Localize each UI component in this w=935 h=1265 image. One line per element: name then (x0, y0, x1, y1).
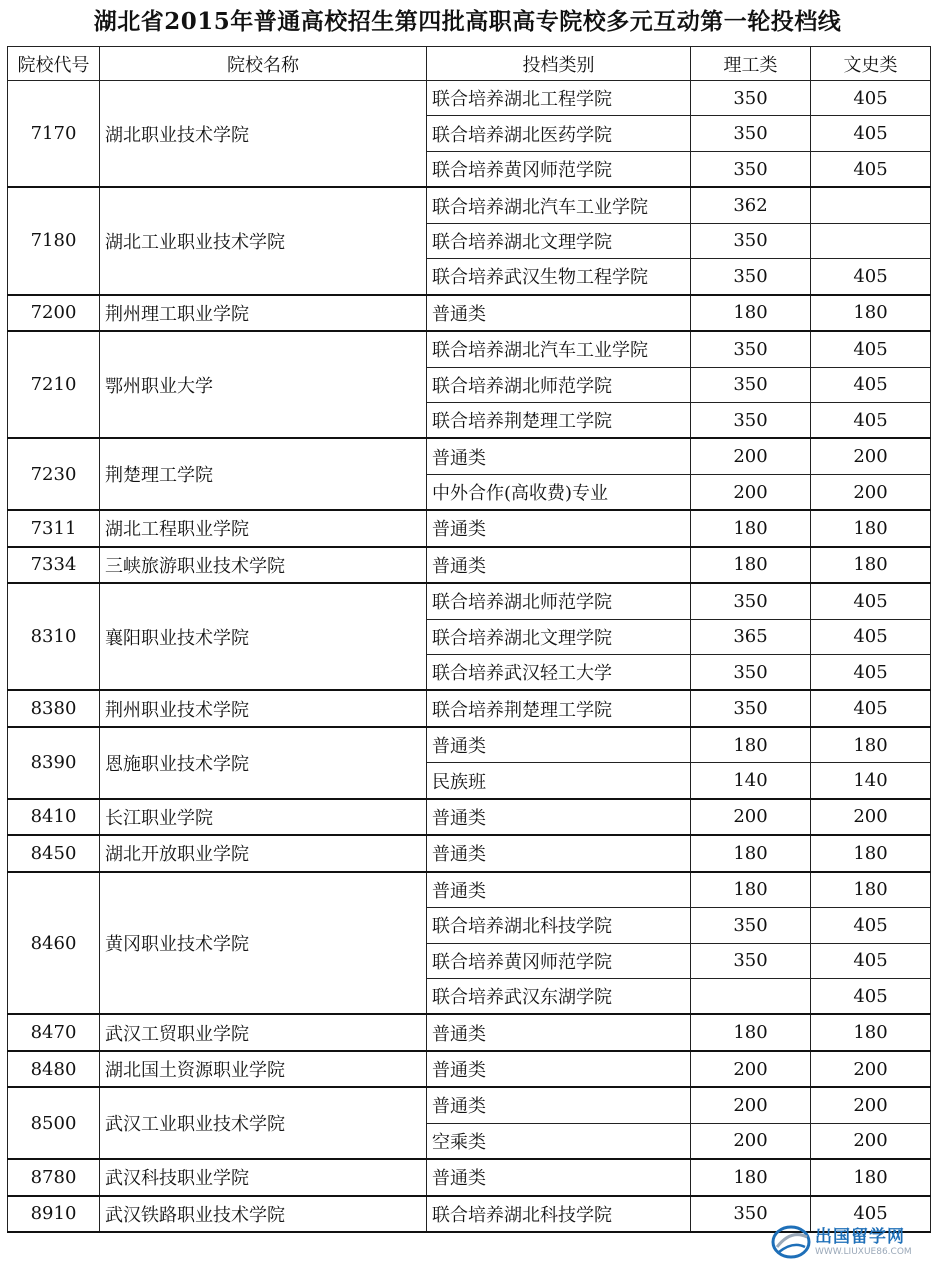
category-cell: 联合培养武汉东湖学院 (427, 978, 691, 1014)
science-score-cell: 180 (691, 1014, 811, 1050)
school-name-cell: 湖北国土资源职业学院 (100, 1051, 427, 1087)
science-score-cell: 350 (691, 402, 811, 438)
science-score-cell: 362 (691, 187, 811, 223)
school-code-cell: 8380 (8, 690, 100, 726)
admission-score-table (7, 46, 931, 1233)
category-cell: 普通类 (427, 510, 691, 546)
category-cell: 空乘类 (427, 1123, 691, 1159)
liberal-arts-score-cell: 405 (811, 259, 931, 295)
liberal-arts-score-cell: 405 (811, 402, 931, 438)
liberal-arts-score-cell: 200 (811, 1123, 931, 1159)
school-name-cell: 三峡旅游职业技术学院 (100, 547, 427, 583)
watermark-site-url: WWW.LIUXUE86.COM (815, 1246, 912, 1257)
category-cell: 普通类 (427, 438, 691, 474)
school-code-cell: 8460 (8, 872, 100, 1015)
school-code-cell: 7180 (8, 187, 100, 294)
school-code-cell: 8470 (8, 1014, 100, 1050)
liberal-arts-score-cell: 200 (811, 474, 931, 510)
science-score-cell: 180 (691, 295, 811, 331)
school-name-cell: 武汉工贸职业学院 (100, 1014, 427, 1050)
liberal-arts-score-cell: 180 (811, 835, 931, 871)
liberal-arts-score-cell: 405 (811, 1196, 931, 1232)
table-row (8, 547, 931, 583)
science-score-cell: 140 (691, 763, 811, 799)
category-cell: 联合培养湖北汽车工业学院 (427, 187, 691, 223)
school-code-cell: 8450 (8, 835, 100, 871)
school-code-cell: 7210 (8, 331, 100, 438)
liberal-arts-score-cell: 405 (811, 619, 931, 654)
science-score-cell: 200 (691, 474, 811, 510)
school-code-cell: 8500 (8, 1087, 100, 1159)
school-name-cell: 长江职业学院 (100, 799, 427, 835)
category-cell: 联合培养湖北科技学院 (427, 908, 691, 943)
school-name-cell: 荆州职业技术学院 (100, 690, 427, 726)
school-name-cell: 恩施职业技术学院 (100, 727, 427, 799)
page-title: 湖北省2015年普通高校招生第四批高职高专院校多元互动第一轮投档线 (93, 8, 842, 35)
category-cell: 普通类 (427, 1087, 691, 1123)
science-score-cell: 350 (691, 583, 811, 619)
school-code-cell: 7311 (8, 510, 100, 546)
science-score-cell: 200 (691, 438, 811, 474)
science-score-cell: 350 (691, 81, 811, 116)
liberal-arts-score-cell: 405 (811, 943, 931, 978)
table-row (8, 1051, 931, 1087)
liberal-arts-score-cell: 180 (811, 547, 931, 583)
liberal-arts-score-cell: 405 (811, 367, 931, 402)
school-name-cell: 武汉工业职业技术学院 (100, 1087, 427, 1159)
liberal-arts-score-cell (811, 223, 931, 258)
liberal-arts-score-cell: 180 (811, 872, 931, 908)
table-body (8, 47, 931, 1233)
science-score-cell: 350 (691, 151, 811, 187)
header-school-name: 院校名称 (100, 47, 427, 81)
category-cell: 联合培养武汉生物工程学院 (427, 259, 691, 295)
school-name-cell: 鄂州职业大学 (100, 331, 427, 438)
science-score-cell (691, 978, 811, 1014)
science-score-cell: 180 (691, 872, 811, 908)
science-score-cell: 180 (691, 727, 811, 763)
science-score-cell: 350 (691, 367, 811, 402)
category-cell: 普通类 (427, 295, 691, 331)
category-cell: 联合培养湖北科技学院 (427, 1196, 691, 1232)
category-cell: 联合培养湖北汽车工业学院 (427, 331, 691, 367)
table-row (8, 187, 931, 223)
category-cell: 普通类 (427, 799, 691, 835)
science-score-cell: 350 (691, 655, 811, 691)
table-row (8, 510, 931, 546)
school-code-cell: 7170 (8, 81, 100, 188)
science-score-cell: 350 (691, 908, 811, 943)
school-name-cell: 荆州理工职业学院 (100, 295, 427, 331)
header-school-code: 院校代号 (8, 47, 100, 81)
school-name-cell: 湖北职业技术学院 (100, 81, 427, 188)
school-name-cell: 湖北开放职业学院 (100, 835, 427, 871)
table-row (8, 1159, 931, 1195)
category-cell: 普通类 (427, 835, 691, 871)
science-score-cell: 180 (691, 547, 811, 583)
school-name-cell: 武汉科技职业学院 (100, 1159, 427, 1195)
school-code-cell: 8310 (8, 583, 100, 690)
liberal-arts-score-cell: 405 (811, 655, 931, 691)
science-score-cell: 180 (691, 510, 811, 546)
category-cell: 联合培养湖北文理学院 (427, 619, 691, 654)
school-name-cell: 武汉铁路职业技术学院 (100, 1196, 427, 1232)
liberal-arts-score-cell: 405 (811, 81, 931, 116)
category-cell: 联合培养荆楚理工学院 (427, 690, 691, 726)
liberal-arts-score-cell: 405 (811, 331, 931, 367)
header-science: 理工类 (691, 47, 811, 81)
table-row (8, 835, 931, 871)
category-cell: 联合培养湖北工程学院 (427, 81, 691, 116)
school-name-cell: 襄阳职业技术学院 (100, 583, 427, 690)
category-cell: 普通类 (427, 1159, 691, 1195)
category-cell: 联合培养湖北师范学院 (427, 583, 691, 619)
school-name-cell: 荆楚理工学院 (100, 438, 427, 510)
category-cell: 普通类 (427, 547, 691, 583)
liberal-arts-score-cell: 180 (811, 1014, 931, 1050)
science-score-cell: 180 (691, 1159, 811, 1195)
school-code-cell: 8480 (8, 1051, 100, 1087)
category-cell: 联合培养黄冈师范学院 (427, 943, 691, 978)
category-cell: 民族班 (427, 763, 691, 799)
science-score-cell: 350 (691, 331, 811, 367)
science-score-cell: 200 (691, 1087, 811, 1123)
category-cell: 普通类 (427, 1051, 691, 1087)
science-score-cell: 350 (691, 223, 811, 258)
table-row (8, 1014, 931, 1050)
table-row (8, 438, 931, 474)
science-score-cell: 350 (691, 259, 811, 295)
site-watermark (771, 1223, 931, 1261)
table-row (8, 81, 931, 116)
liberal-arts-score-cell: 180 (811, 295, 931, 331)
science-score-cell: 365 (691, 619, 811, 654)
category-cell: 中外合作(高收费)专业 (427, 474, 691, 510)
school-code-cell: 7334 (8, 547, 100, 583)
liberal-arts-score-cell: 140 (811, 763, 931, 799)
table-row (8, 583, 931, 619)
liberal-arts-score-cell: 405 (811, 978, 931, 1014)
school-code-cell: 7200 (8, 295, 100, 331)
liberal-arts-score-cell: 200 (811, 1087, 931, 1123)
liberal-arts-score-cell: 180 (811, 1159, 931, 1195)
table-row (8, 872, 931, 908)
table-row (8, 295, 931, 331)
liberal-arts-score-cell: 405 (811, 583, 931, 619)
liberal-arts-score-cell: 405 (811, 690, 931, 726)
school-name-cell: 湖北工程职业学院 (100, 510, 427, 546)
liberal-arts-score-cell: 405 (811, 908, 931, 943)
table-row (8, 727, 931, 763)
watermark-site-name: 出国留学网 (815, 1226, 905, 1247)
table-row (8, 690, 931, 726)
science-score-cell: 200 (691, 1051, 811, 1087)
liberal-arts-score-cell: 200 (811, 438, 931, 474)
header-row (8, 47, 931, 81)
category-cell: 联合培养荆楚理工学院 (427, 402, 691, 438)
category-cell: 联合培养武汉轻工大学 (427, 655, 691, 691)
school-name-cell: 湖北工业职业技术学院 (100, 187, 427, 294)
liberal-arts-score-cell: 200 (811, 799, 931, 835)
liberal-arts-score-cell: 180 (811, 510, 931, 546)
table-row (8, 1087, 931, 1123)
science-score-cell: 200 (691, 1123, 811, 1159)
category-cell: 联合培养湖北师范学院 (427, 367, 691, 402)
liberal-arts-score-cell: 180 (811, 727, 931, 763)
science-score-cell: 200 (691, 799, 811, 835)
globe-swoosh-icon (771, 1225, 811, 1259)
science-score-cell: 350 (691, 1196, 811, 1232)
school-code-cell: 8390 (8, 727, 100, 799)
category-cell: 普通类 (427, 727, 691, 763)
school-name-cell: 黄冈职业技术学院 (100, 872, 427, 1015)
table-row (8, 799, 931, 835)
science-score-cell: 350 (691, 690, 811, 726)
liberal-arts-score-cell: 405 (811, 116, 931, 151)
category-cell: 联合培养湖北文理学院 (427, 223, 691, 258)
category-cell: 普通类 (427, 1014, 691, 1050)
category-cell: 普通类 (427, 872, 691, 908)
liberal-arts-score-cell: 405 (811, 151, 931, 187)
science-score-cell: 350 (691, 116, 811, 151)
header-liberal-arts: 文史类 (811, 47, 931, 81)
table-row (8, 331, 931, 367)
liberal-arts-score-cell: 200 (811, 1051, 931, 1087)
category-cell: 联合培养湖北医药学院 (427, 116, 691, 151)
school-code-cell: 7230 (8, 438, 100, 510)
school-code-cell: 8780 (8, 1159, 100, 1195)
science-score-cell: 350 (691, 943, 811, 978)
school-code-cell: 8410 (8, 799, 100, 835)
header-category: 投档类别 (427, 47, 691, 81)
school-code-cell: 8910 (8, 1196, 100, 1232)
category-cell: 联合培养黄冈师范学院 (427, 151, 691, 187)
liberal-arts-score-cell (811, 187, 931, 223)
science-score-cell: 180 (691, 835, 811, 871)
